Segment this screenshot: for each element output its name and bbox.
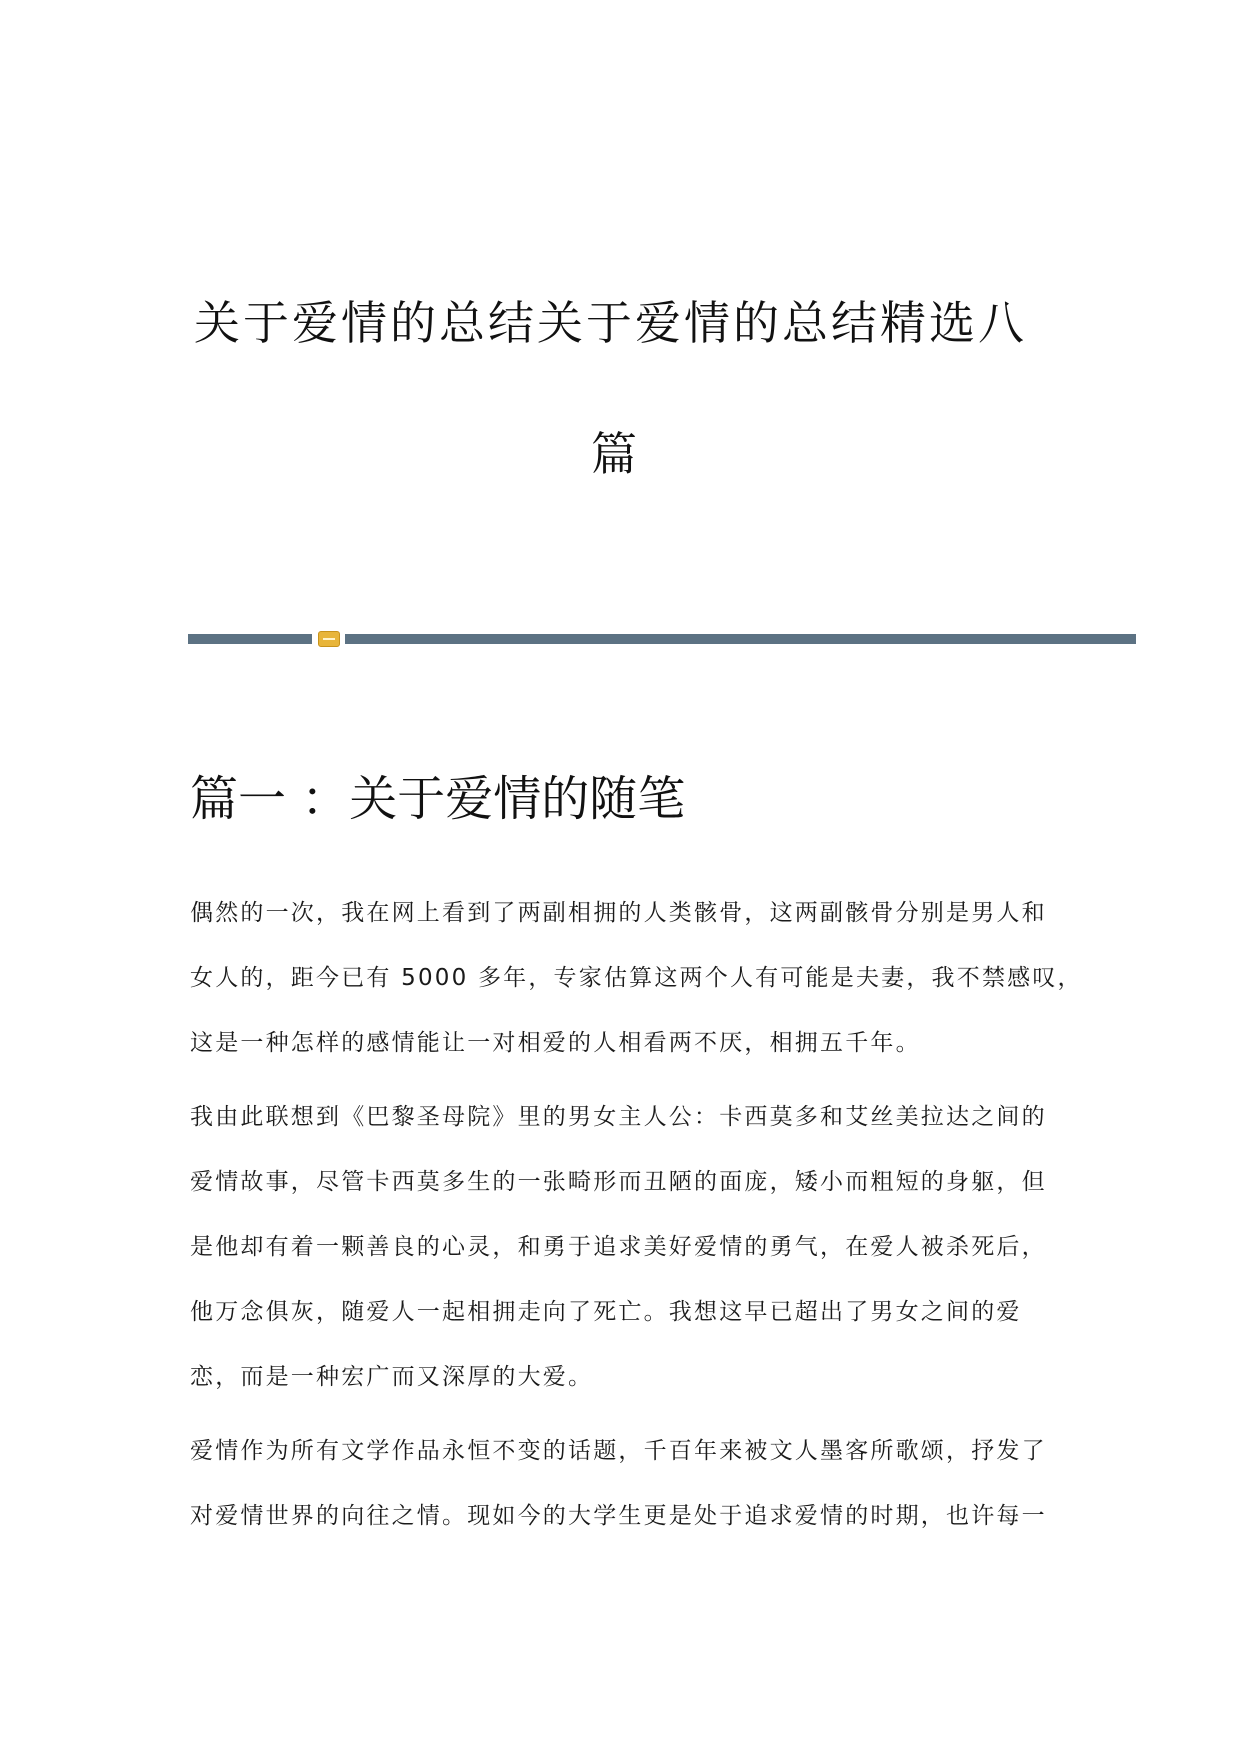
document-title-line-1: 关于爱情的总结关于爱情的总结精选八 [194,296,1027,350]
paragraph-2-line-2: 爱情故事，尽管卡西莫多生的一张畸形而丑陋的面庞，矮小而粗短的身躯，但 [190,1169,1047,1195]
paragraph-2-line-3: 是他却有着一颗善良的心灵，和勇于追求美好爱情的勇气，在爱人被杀死后， [190,1234,1047,1260]
divider-ornament-icon [318,631,340,647]
paragraph-1-line-1: 偶然的一次，我在网上看到了两副相拥的人类骸骨，这两副骸骨分别是男人和 [190,900,1047,926]
paragraph-3-line-2: 对爱情世界的向往之情。现如今的大学生更是处于追求爱情的时期，也许每一 [190,1503,1047,1529]
title-divider-left [188,634,312,644]
paragraph-2-line-1: 我由此联想到《巴黎圣母院》里的男女主人公：卡西莫多和艾丝美拉达之间的 [190,1104,1047,1130]
paragraph-1-line-2: 女人的，距今已有 5000 多年，专家估算这两个人有可能是夫妻，我不禁感叹， [190,965,1083,991]
title-divider-right [345,634,1136,644]
paragraph-1-line-3: 这是一种怎样的感情能让一对相爱的人相看两不厌，相拥五千年。 [190,1030,921,1056]
section-heading: 篇一 ：关于爱情的随笔 [190,771,686,827]
paragraph-2-line-5: 恋，而是一种宏广而又深厚的大爱。 [190,1364,594,1390]
paragraph-2-line-4: 他万念俱灰，随爱人一起相拥走向了死亡。我想这早已超出了男女之间的爱 [190,1299,1022,1325]
paragraph-3-line-1: 爱情作为所有文学作品永恒不变的话题，千百年来被文人墨客所歌颂，抒发了 [190,1438,1047,1464]
document-title-line-2: 篇 [591,427,640,481]
